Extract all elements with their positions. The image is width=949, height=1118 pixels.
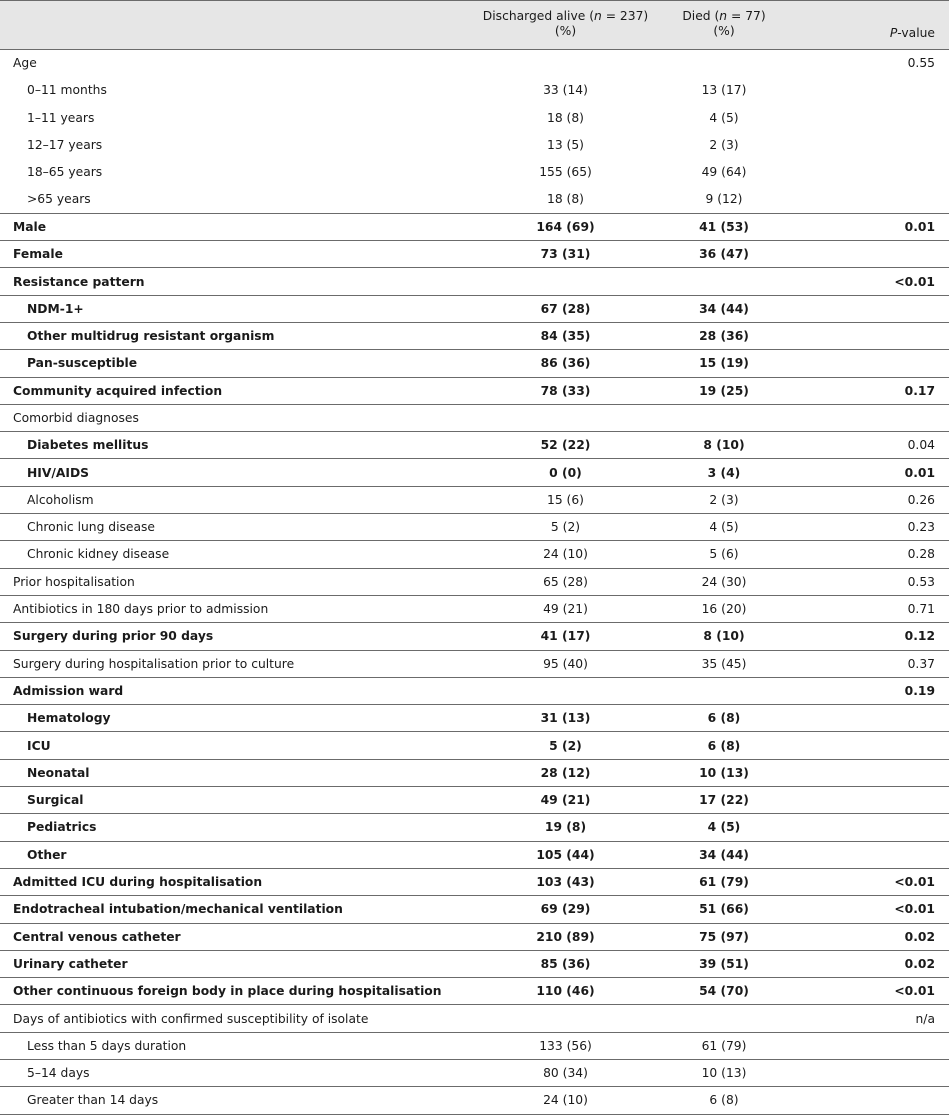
cell-died bbox=[673, 677, 845, 704]
cell-died: 10 (13) bbox=[673, 1059, 845, 1086]
row-label: NDM-1+ bbox=[0, 295, 420, 322]
row-label: Neonatal bbox=[0, 759, 420, 786]
cell-died: 61 (79) bbox=[673, 1032, 845, 1059]
header-discharged-alive bbox=[420, 1, 673, 50]
row-label: ICU bbox=[0, 732, 420, 759]
header-row bbox=[0, 1, 949, 50]
cell-discharged-alive: 69 (29) bbox=[420, 896, 673, 923]
cell-p-value: 0.28 bbox=[845, 541, 949, 568]
cell-p-value bbox=[845, 732, 949, 759]
cell-p-value: 0.37 bbox=[845, 650, 949, 677]
row-label: 5–14 days bbox=[0, 1059, 420, 1086]
table-row bbox=[0, 1059, 949, 1086]
cell-p-value: 0.17 bbox=[845, 377, 949, 404]
cell-discharged-alive: 18 (8) bbox=[547, 192, 584, 207]
cell-p-value: <0.01 bbox=[845, 978, 949, 1005]
header-label-cell bbox=[0, 1, 420, 50]
row-label: Pan-susceptible bbox=[0, 350, 420, 377]
table-row bbox=[0, 459, 949, 486]
cell-p-value bbox=[845, 787, 949, 814]
cell-p-value bbox=[845, 1059, 949, 1086]
row-label: Surgery during prior 90 days bbox=[0, 623, 420, 650]
row-label: Less than 5 days duration bbox=[0, 1032, 420, 1059]
cell-discharged-alive: 31 (13) bbox=[420, 705, 673, 732]
table-row bbox=[0, 241, 949, 268]
cell-p-value: 0.02 bbox=[845, 950, 949, 977]
header-died bbox=[673, 1, 845, 50]
header-alive-prefix: Discharged alive ( bbox=[482, 9, 595, 23]
cell-died: 4 (5) bbox=[673, 514, 845, 541]
cell-discharged-alive: 86 (36) bbox=[420, 350, 673, 377]
cell-p-value bbox=[845, 295, 949, 322]
cell-discharged-alive: 133 (56) bbox=[420, 1032, 673, 1059]
row-label: Hematology bbox=[0, 705, 420, 732]
cell-p-value bbox=[845, 350, 949, 377]
cell-discharged-alive: 80 (34) bbox=[420, 1059, 673, 1086]
row-label: HIV/AIDS bbox=[0, 459, 420, 486]
cell-died: 8 (10) bbox=[673, 623, 845, 650]
cell-p-value: 0.04 bbox=[845, 432, 949, 459]
table-row bbox=[0, 787, 949, 814]
row-label: 18–65 years bbox=[27, 165, 103, 180]
table-row bbox=[0, 978, 949, 1005]
cell-discharged-alive: 15 (6) bbox=[420, 486, 673, 513]
cell-discharged-alive: 210 (89) bbox=[420, 923, 673, 950]
cell-died: 39 (51) bbox=[673, 950, 845, 977]
row-label: 12–17 years bbox=[27, 138, 103, 153]
cell-p-value: <0.01 bbox=[845, 896, 949, 923]
cell-discharged-alive: 28 (12) bbox=[420, 759, 673, 786]
cell-p-value bbox=[845, 241, 949, 268]
cell-discharged-alive bbox=[420, 50, 673, 77]
row-label: Endotracheal intubation/mechanical ventilation bbox=[0, 896, 420, 923]
cell-died: 6 (8) bbox=[673, 705, 845, 732]
cell-discharged-alive: 95 (40) bbox=[420, 650, 673, 677]
row-label: Days of antibiotics with confirmed susceptibility of isolate bbox=[0, 1005, 420, 1032]
table-row bbox=[0, 1087, 949, 1114]
cell-discharged-alive: 65 (28) bbox=[420, 568, 673, 595]
table-row bbox=[0, 104, 949, 131]
table-row bbox=[0, 131, 949, 158]
table-row bbox=[0, 295, 949, 322]
cell-p-value: 0.01 bbox=[845, 213, 949, 240]
cell-discharged-alive: 19 (8) bbox=[420, 814, 673, 841]
table-header bbox=[0, 1, 949, 50]
row-label: Other continuous foreign body in place during hospitalisation bbox=[0, 978, 420, 1005]
table-row bbox=[0, 1005, 949, 1032]
cell-discharged-alive: 49 (21) bbox=[420, 595, 673, 622]
cell-discharged-alive: 5 (2) bbox=[420, 732, 673, 759]
cell-p-value: 0.12 bbox=[845, 623, 949, 650]
cell-died: 10 (13) bbox=[673, 759, 845, 786]
cell-discharged-alive: 73 (31) bbox=[420, 241, 673, 268]
cell-died: 24 (30) bbox=[673, 568, 845, 595]
cell-p-value: 0.19 bbox=[845, 677, 949, 704]
table-row bbox=[0, 350, 949, 377]
row-label: Prior hospitalisation bbox=[0, 568, 420, 595]
cell-p-value bbox=[845, 404, 949, 431]
cell-died: 6 (8) bbox=[673, 732, 845, 759]
cell-discharged-alive: 84 (35) bbox=[420, 322, 673, 349]
cell-p-value: 0.55 bbox=[907, 56, 935, 71]
table-row bbox=[0, 77, 949, 104]
cell-p-value bbox=[845, 1032, 949, 1059]
table-row bbox=[0, 650, 949, 677]
table-row bbox=[0, 896, 949, 923]
cell-p-value bbox=[845, 759, 949, 786]
cell-died: 35 (45) bbox=[673, 650, 845, 677]
cell-p-value bbox=[845, 186, 949, 213]
cell-died: 75 (97) bbox=[673, 923, 845, 950]
cell-died: 49 (64) bbox=[701, 165, 747, 180]
cell-died: 51 (66) bbox=[673, 896, 845, 923]
cell-died: 54 (70) bbox=[673, 978, 845, 1005]
header-died-prefix: Died ( bbox=[682, 9, 720, 23]
row-label: Antibiotics in 180 days prior to admission bbox=[0, 595, 420, 622]
row-label: Chronic kidney disease bbox=[0, 541, 420, 568]
cell-discharged-alive: 110 (46) bbox=[420, 978, 673, 1005]
cell-discharged-alive: 103 (43) bbox=[420, 868, 673, 895]
cell-discharged-alive: 0 (0) bbox=[420, 459, 673, 486]
cell-died: 6 (8) bbox=[673, 1087, 845, 1114]
cell-died: 41 (53) bbox=[673, 213, 845, 240]
cell-died: 61 (79) bbox=[673, 868, 845, 895]
table-row bbox=[0, 186, 949, 213]
cell-died: 5 (6) bbox=[673, 541, 845, 568]
row-label: Other bbox=[0, 841, 420, 868]
cell-died: 3 (4) bbox=[673, 459, 845, 486]
row-label: Greater than 14 days bbox=[0, 1087, 420, 1114]
table-row bbox=[0, 841, 949, 868]
cell-p-value bbox=[845, 1087, 949, 1114]
cell-discharged-alive: 13 (5) bbox=[547, 138, 584, 153]
header-p-italic: P bbox=[889, 26, 898, 40]
header-died-n: n bbox=[719, 9, 728, 23]
table-row bbox=[0, 514, 949, 541]
cell-p-value bbox=[845, 159, 949, 186]
cell-p-value: 0.23 bbox=[845, 514, 949, 541]
table-row bbox=[0, 377, 949, 404]
row-label: Admission ward bbox=[0, 677, 420, 704]
cell-p-value: 0.26 bbox=[845, 486, 949, 513]
cell-died: 2 (3) bbox=[709, 138, 739, 153]
cell-died: 16 (20) bbox=[673, 595, 845, 622]
table-row bbox=[0, 868, 949, 895]
cell-p-value bbox=[845, 77, 949, 104]
table-body bbox=[0, 50, 949, 1115]
table-row bbox=[0, 705, 949, 732]
table-row bbox=[0, 50, 949, 77]
table-row bbox=[0, 486, 949, 513]
cell-died: 28 (36) bbox=[673, 322, 845, 349]
table-row bbox=[0, 1032, 949, 1059]
cell-died: 4 (5) bbox=[709, 110, 739, 125]
cell-died: 17 (22) bbox=[673, 787, 845, 814]
cell-discharged-alive bbox=[420, 1005, 673, 1032]
cell-died: 9 (12) bbox=[705, 192, 743, 207]
header-alive-n: n bbox=[594, 9, 602, 23]
table-row bbox=[0, 923, 949, 950]
row-label: 1–11 years bbox=[27, 110, 95, 125]
cell-p-value: n/a bbox=[845, 1005, 949, 1032]
cell-died: 34 (44) bbox=[673, 841, 845, 868]
header-p-value bbox=[845, 1, 949, 50]
cell-discharged-alive: 24 (10) bbox=[420, 1087, 673, 1114]
table-row bbox=[0, 322, 949, 349]
cell-died bbox=[673, 1005, 845, 1032]
cell-p-value: <0.01 bbox=[845, 868, 949, 895]
row-label: Comorbid diagnoses bbox=[0, 404, 420, 431]
table-row bbox=[0, 677, 949, 704]
cell-discharged-alive: 5 (2) bbox=[420, 514, 673, 541]
cell-discharged-alive: 67 (28) bbox=[420, 295, 673, 322]
cell-discharged-alive: 85 (36) bbox=[420, 950, 673, 977]
cell-p-value bbox=[845, 814, 949, 841]
cell-discharged-alive: 78 (33) bbox=[420, 377, 673, 404]
cell-discharged-alive bbox=[420, 404, 673, 431]
cell-died: 15 (19) bbox=[673, 350, 845, 377]
row-label: Other multidrug resistant organism bbox=[0, 322, 420, 349]
table-row bbox=[0, 213, 949, 240]
cell-died: 4 (5) bbox=[673, 814, 845, 841]
cell-discharged-alive bbox=[420, 268, 673, 295]
cell-discharged-alive: 33 (14) bbox=[543, 83, 588, 98]
table-row bbox=[0, 623, 949, 650]
cell-died: 34 (44) bbox=[673, 295, 845, 322]
row-label: Community acquired infection bbox=[0, 377, 420, 404]
table-row bbox=[0, 432, 949, 459]
row-label: 0–11 months bbox=[27, 83, 107, 98]
cell-discharged-alive: 18 (8) bbox=[547, 110, 584, 125]
row-label: Admitted ICU during hospitalisation bbox=[0, 868, 420, 895]
table-row bbox=[0, 159, 949, 186]
row-label: Pediatrics bbox=[0, 814, 420, 841]
cell-discharged-alive bbox=[420, 677, 673, 704]
cell-died bbox=[673, 268, 845, 295]
row-label: Diabetes mellitus bbox=[0, 432, 420, 459]
header-alive-suffix: = 237) bbox=[601, 9, 649, 23]
cell-discharged-alive: 105 (44) bbox=[420, 841, 673, 868]
header-died-suffix: = 77) bbox=[727, 9, 766, 23]
header-died-percent: (%) bbox=[713, 24, 735, 38]
row-label: >65 years bbox=[27, 192, 91, 207]
cell-discharged-alive: 164 (69) bbox=[420, 213, 673, 240]
row-label: Urinary catheter bbox=[0, 950, 420, 977]
header-alive-percent: (%) bbox=[554, 24, 577, 38]
cell-died: 36 (47) bbox=[673, 241, 845, 268]
cell-died bbox=[673, 404, 845, 431]
cell-died: 2 (3) bbox=[673, 486, 845, 513]
cell-p-value bbox=[845, 841, 949, 868]
header-p-rest: -value bbox=[897, 26, 935, 40]
table-row bbox=[0, 595, 949, 622]
row-label: Alcoholism bbox=[0, 486, 420, 513]
cell-discharged-alive: 24 (10) bbox=[420, 541, 673, 568]
cell-p-value bbox=[845, 104, 949, 131]
cell-p-value bbox=[845, 322, 949, 349]
cell-died bbox=[673, 50, 845, 77]
cell-p-value bbox=[845, 131, 949, 158]
table-row bbox=[0, 950, 949, 977]
table-row bbox=[0, 568, 949, 595]
cell-p-value: <0.01 bbox=[845, 268, 949, 295]
cell-discharged-alive: 41 (17) bbox=[420, 623, 673, 650]
row-label: Surgical bbox=[0, 787, 420, 814]
cell-discharged-alive: 155 (65) bbox=[539, 165, 592, 180]
table-row bbox=[0, 268, 949, 295]
row-label: Female bbox=[0, 241, 420, 268]
cell-died: 19 (25) bbox=[673, 377, 845, 404]
row-label: Surgery during hospitalisation prior to culture bbox=[0, 650, 420, 677]
table-row bbox=[0, 759, 949, 786]
row-label: Age bbox=[13, 56, 37, 71]
row-label: Chronic lung disease bbox=[0, 514, 420, 541]
cell-died: 13 (17) bbox=[701, 83, 747, 98]
row-label: Resistance pattern bbox=[0, 268, 420, 295]
cell-p-value: 0.53 bbox=[845, 568, 949, 595]
table-row bbox=[0, 732, 949, 759]
cell-discharged-alive: 52 (22) bbox=[420, 432, 673, 459]
table-row bbox=[0, 814, 949, 841]
cell-p-value: 0.02 bbox=[845, 923, 949, 950]
row-label: Male bbox=[0, 213, 420, 240]
row-label: Central venous catheter bbox=[0, 923, 420, 950]
cell-p-value: 0.01 bbox=[845, 459, 949, 486]
cell-discharged-alive: 49 (21) bbox=[420, 787, 673, 814]
cell-p-value: 0.71 bbox=[845, 595, 949, 622]
table-row bbox=[0, 541, 949, 568]
cell-died: 8 (10) bbox=[673, 432, 845, 459]
table-row bbox=[0, 404, 949, 431]
cell-p-value bbox=[845, 705, 949, 732]
